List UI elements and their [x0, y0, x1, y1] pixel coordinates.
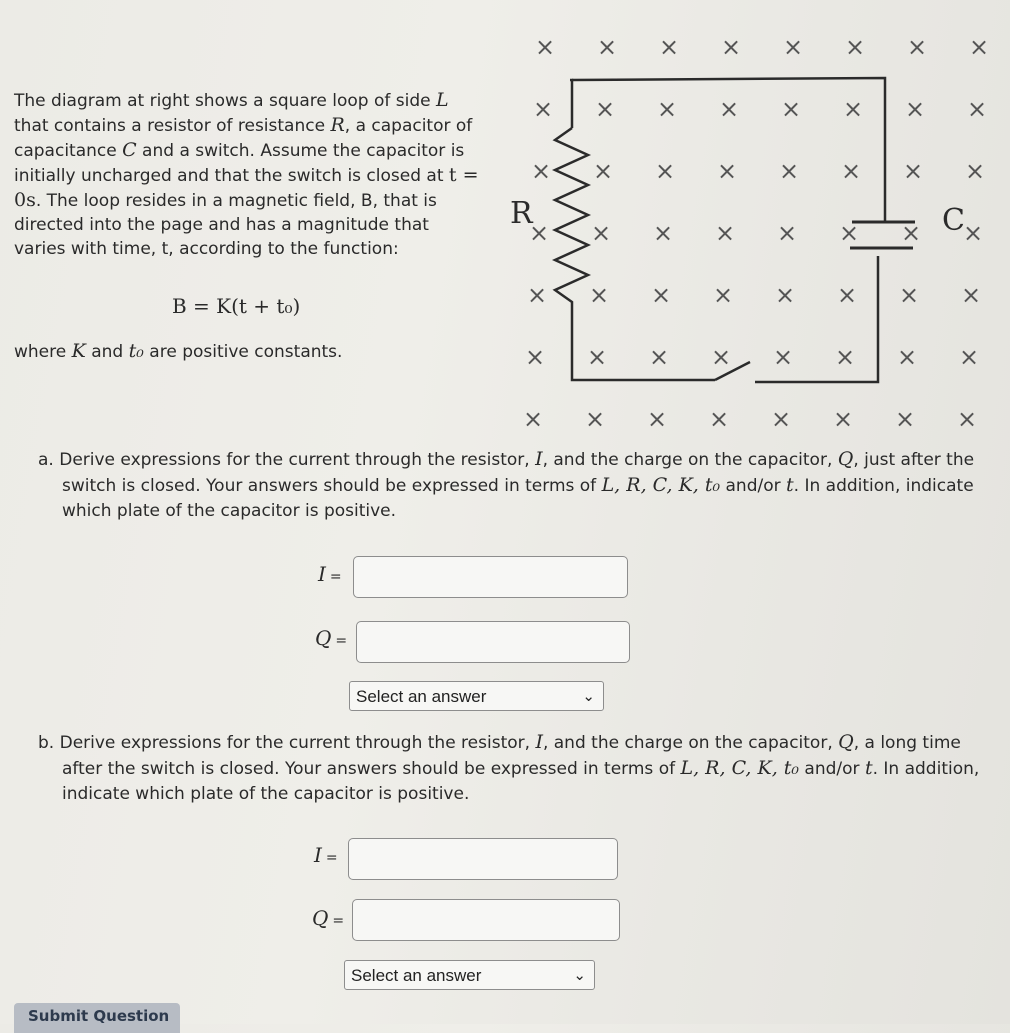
- field-x-mark: ×: [651, 281, 672, 309]
- part-a-i-label: I =: [318, 562, 342, 586]
- chevron-down-icon: ⌄: [573, 967, 586, 984]
- field-x-mark: ×: [721, 33, 742, 61]
- field-x-mark: ×: [897, 343, 918, 371]
- field-x-mark: ×: [781, 95, 802, 123]
- part-b-q-label: Q =: [312, 906, 345, 930]
- field-x-mark: ×: [961, 281, 982, 309]
- field-x-mark: ×: [527, 281, 548, 309]
- part-b-current-input[interactable]: [348, 838, 618, 880]
- field-x-mark: ×: [593, 157, 614, 185]
- field-x-mark: ×: [843, 95, 864, 123]
- field-x-mark: ×: [523, 405, 544, 433]
- field-x-mark: ×: [907, 33, 928, 61]
- field-x-mark: ×: [717, 157, 738, 185]
- submit-question-button[interactable]: Submit Question: [14, 1003, 180, 1033]
- field-x-mark: ×: [969, 33, 990, 61]
- field-x-mark: ×: [903, 157, 924, 185]
- field-x-mark: ×: [715, 219, 736, 247]
- field-x-mark: ×: [965, 157, 986, 185]
- field-x-mark: ×: [957, 405, 978, 433]
- field-x-mark: ×: [535, 33, 556, 61]
- magnetic-field-marks: [523, 33, 989, 433]
- field-x-mark: ×: [647, 405, 668, 433]
- part-b-prompt: b. Derive expressions for the current through the resistor, I, and the charge on the capacitor, Q, a long time after the switch is closed. Your answers should be expressed in terms of L, R, C, K, t₀ and/or t. In addition, indicate which plate of the capacitor is positive.: [38, 731, 980, 804]
- field-x-mark: ×: [709, 405, 730, 433]
- field-x-mark: ×: [587, 343, 608, 371]
- field-x-mark: ×: [905, 95, 926, 123]
- field-x-mark: ×: [837, 281, 858, 309]
- field-formula: B = K(t + t₀): [172, 294, 301, 318]
- field-x-mark: ×: [713, 281, 734, 309]
- resistor-label: R: [510, 196, 533, 231]
- circuit-diagram: [500, 20, 1000, 440]
- field-x-mark: ×: [895, 405, 916, 433]
- field-x-mark: ×: [589, 281, 610, 309]
- field-x-mark: ×: [655, 157, 676, 185]
- field-x-mark: ×: [783, 33, 804, 61]
- field-x-mark: ×: [967, 95, 988, 123]
- field-x-mark: ×: [653, 219, 674, 247]
- field-x-mark: ×: [657, 95, 678, 123]
- field-x-mark: ×: [773, 343, 794, 371]
- problem-intro: The diagram at right shows a square loop of side L that contains a resistor of resistance R, a capacitor of capacitance C and a switch. Assume the capacitor is initially uncharged and that the switch is closed at t = 0s. The loop resides in a magnetic field, B, that is directed into the page and has a magnitude that varies with time, t, according to the function:: [14, 89, 479, 259]
- field-x-mark: ×: [963, 219, 984, 247]
- field-x-mark: ×: [719, 95, 740, 123]
- constants-note: where K and t₀ are positive constants.: [14, 340, 343, 362]
- part-a-prompt: a. Derive expressions for the current through the resistor, I, and the charge on the capacitor, Q, just after the switch is closed. Your answers should be expressed in terms of L, R, C, K, t₀ and/or t. In addition, indicate which plate of the capacitor is positive.: [38, 448, 975, 521]
- part-a-charge-input[interactable]: [356, 621, 630, 663]
- field-x-mark: ×: [839, 219, 860, 247]
- part-a-q-label: Q =: [315, 626, 348, 650]
- field-x-mark: ×: [779, 157, 800, 185]
- capacitor-label: C: [942, 203, 965, 238]
- field-x-mark: ×: [711, 343, 732, 371]
- field-x-mark: ×: [841, 157, 862, 185]
- field-x-mark: ×: [591, 219, 612, 247]
- part-a-current-input[interactable]: [353, 556, 628, 598]
- field-x-mark: ×: [777, 219, 798, 247]
- field-x-mark: ×: [901, 219, 922, 247]
- field-x-mark: ×: [659, 33, 680, 61]
- field-x-mark: ×: [585, 405, 606, 433]
- chevron-down-icon: ⌄: [582, 688, 595, 705]
- field-x-mark: ×: [959, 343, 980, 371]
- part-b-charge-input[interactable]: [352, 899, 620, 941]
- field-x-mark: ×: [771, 405, 792, 433]
- part-b-i-label: I =: [314, 843, 338, 867]
- field-x-mark: ×: [833, 405, 854, 433]
- field-x-mark: ×: [533, 95, 554, 123]
- field-x-mark: ×: [597, 33, 618, 61]
- part-a-plate-select[interactable]: Select an answer ⌄: [349, 681, 604, 711]
- field-x-mark: ×: [899, 281, 920, 309]
- part-b-plate-select[interactable]: Select an answer ⌄: [344, 960, 595, 990]
- field-x-mark: ×: [649, 343, 670, 371]
- field-x-mark: ×: [531, 157, 552, 185]
- field-x-mark: ×: [525, 343, 546, 371]
- field-x-mark: ×: [529, 219, 550, 247]
- field-x-mark: ×: [595, 95, 616, 123]
- field-x-mark: ×: [845, 33, 866, 61]
- field-x-mark: ×: [775, 281, 796, 309]
- field-x-mark: ×: [835, 343, 856, 371]
